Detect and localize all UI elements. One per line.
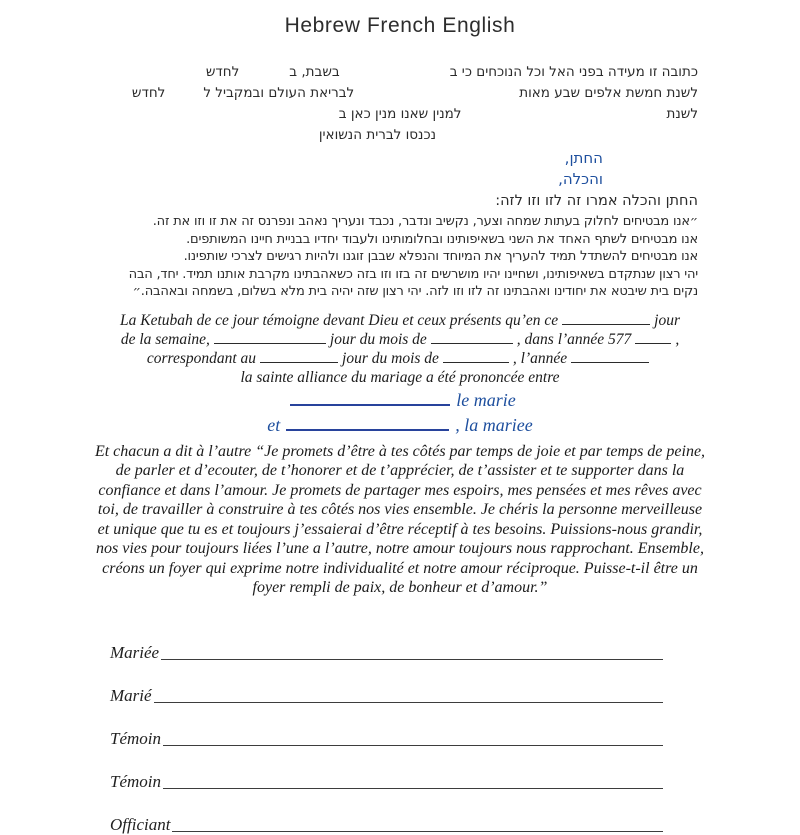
french-vows-paragraph [78,442,722,598]
bride-label: , la mariee [455,414,533,435]
french-vows-line: Et chacun a dit à l’autre “Je promets d’être à tes côtés par temps de joie et par temps de peine, [94,442,706,460]
french-vows-line: nos vies pour toujours liées l’une a l’autre, notre amour toujours nous rapprochant. Ensemble, [96,540,704,557]
french-vows-line: et unique que tu es et toujours j’essaierai d’être réceptif à tes besoins. Puissions-nous grandir, [97,520,703,538]
hebrew-date-text: כתובה זו מעידה בפני האל וכל הנוכחים כי ב [449,64,698,80]
signature-line [163,788,663,789]
hebrew-date-text: נכנסו לברית הנשואין [318,127,436,143]
hebrew-vows-line: ״אנו מבטיחים לחלוק בעתות שמחה וצער, נקשיב ונדבר, נכבד ונעריך נאהב ונפרנס זה את זו וזו את זה. [152,214,698,229]
hebrew-vows-paragraph [20,213,698,301]
bride-name-line [0,414,800,437]
signature-row-witness-2 [110,749,663,792]
french-date-line-3 [60,349,740,368]
bride-name-blank [286,415,449,431]
fill-in-gap [354,96,519,97]
french-date-text: jour [654,311,680,329]
hebrew-date-section [60,62,698,146]
hebrew-bride-label: והכלה, [558,170,603,188]
french-vows-line: créons un foyer qui exprime notre individualité et notre amour réciproque. Puisse-t-il être un [102,559,698,577]
french-date-line-1 [60,311,740,330]
fill-in-gap [165,96,203,97]
signature-row-groom [110,663,663,706]
french-vows-line: foyer rempli de paix, de bonheur et d’amour.” [252,579,548,596]
groom-name-line [0,389,800,412]
blank-line [443,349,509,363]
fill-in-gap [239,75,289,76]
french-date-text: de la semaine, [120,330,210,348]
signature-row-officiant [110,792,663,835]
french-vows-line: de parler et d’ecouter, de t’honorer et de t’apprécier, de t’assister et te supporter dans la [115,462,685,479]
signature-label: Témoin [110,771,161,791]
signature-label: Marié [110,685,152,705]
fill-in-gap [461,117,666,118]
blank-line [571,349,649,363]
hebrew-vows-line: נקים בית שיבטא את יחודינו ואהבתינו זה לזו וזו לזה. יהי רצון שזה יהיה בית מלא בשלום, בשמחה ובאהבה.״ [132,284,698,299]
french-date-text: , dans l’année 577 [516,330,632,348]
french-date-line-2 [60,330,740,349]
hebrew-date-text: למנין שאנו מנין כאן ב [338,106,462,122]
signature-label: Officiant [110,814,171,834]
signature-label: Témoin [110,728,161,748]
french-date-section [60,311,740,387]
french-vows-line: toi, de travailler à construire à tes côtés nos vies ensemble. Je chéris la personne merveilleuse [97,501,703,518]
french-date-text: correspondant au [146,349,257,367]
french-date-text: , [675,330,680,348]
hebrew-date-text: בשבת, ב [289,64,340,80]
hebrew-date-text: לשנת [666,106,698,122]
signature-line [161,659,663,660]
signature-label: Mariée [110,642,160,662]
hebrew-date-line-4 [60,125,698,146]
signature-row-bride [110,620,663,663]
hebrew-date-line-3 [60,104,698,125]
et-text: et [267,414,281,435]
french-date-text: jour du mois de [342,349,439,367]
signature-line [172,831,663,832]
ketubah-document [0,14,800,834]
hebrew-intro-line: החתן והכלה אמרו זה לזו וזו לזה: [495,193,698,209]
blank-line [562,311,650,325]
groom-label: le marie [456,389,516,410]
hebrew-vows-line: יהי רצון שנתקדם בשאיפותינו, ושחיינו יהיו מושרשים זה בזו וזו בזה כשאהבתינו מקרבת אותנו תמיד. יחד, הבה [128,266,698,282]
french-date-text: , l’année [512,349,568,367]
fill-in-gap [340,75,450,76]
french-date-text: La Ketubah de ce jour témoigne devant Dieu et ceux présents qu’en ce [119,311,559,329]
signature-row-witness-1 [110,706,663,749]
blank-line [260,349,338,363]
hebrew-date-line-2 [60,83,698,104]
hebrew-date-text: לחדש [205,64,240,80]
signature-block [110,620,663,835]
hebrew-vows-line: אנו מבטיחים להשתדל תמיד להעריך את המיוחד והנפלא שבבן זוגנו ולהיות רגישים לצרכי שותפינו. [183,249,698,264]
hebrew-groom-label: החתן, [564,149,603,167]
hebrew-date-text: לבריאת העולם ובמקביל ל [203,85,355,101]
signature-line [154,702,663,703]
french-vows-line: confiance et dans l’amour. Je promets de partager mes espoirs, mes pensées et mes rêves avec [98,481,702,499]
fill-in-gap [436,138,698,139]
hebrew-date-text: לחדש [131,85,166,101]
hebrew-date-line-1 [60,62,698,83]
blank-line [635,330,671,344]
french-date-text: jour du mois de [329,330,427,348]
blank-line [431,330,513,344]
hebrew-vows-line: אנו מבטיחים לשתף האחד את השני בשאיפותינו ובחלומותינו ולעבוד יחדיו בבניית חיינו המשותפים. [186,231,698,247]
page-title: Hebrew French English [284,14,516,37]
signature-line [163,745,663,746]
blank-line [214,330,326,344]
french-date-line-4: la sainte alliance du mariage a été prononcée entre [240,368,560,386]
groom-name-blank [290,390,450,406]
hebrew-date-text: לשנת חמשת אלפים שבע מאות [519,85,698,101]
